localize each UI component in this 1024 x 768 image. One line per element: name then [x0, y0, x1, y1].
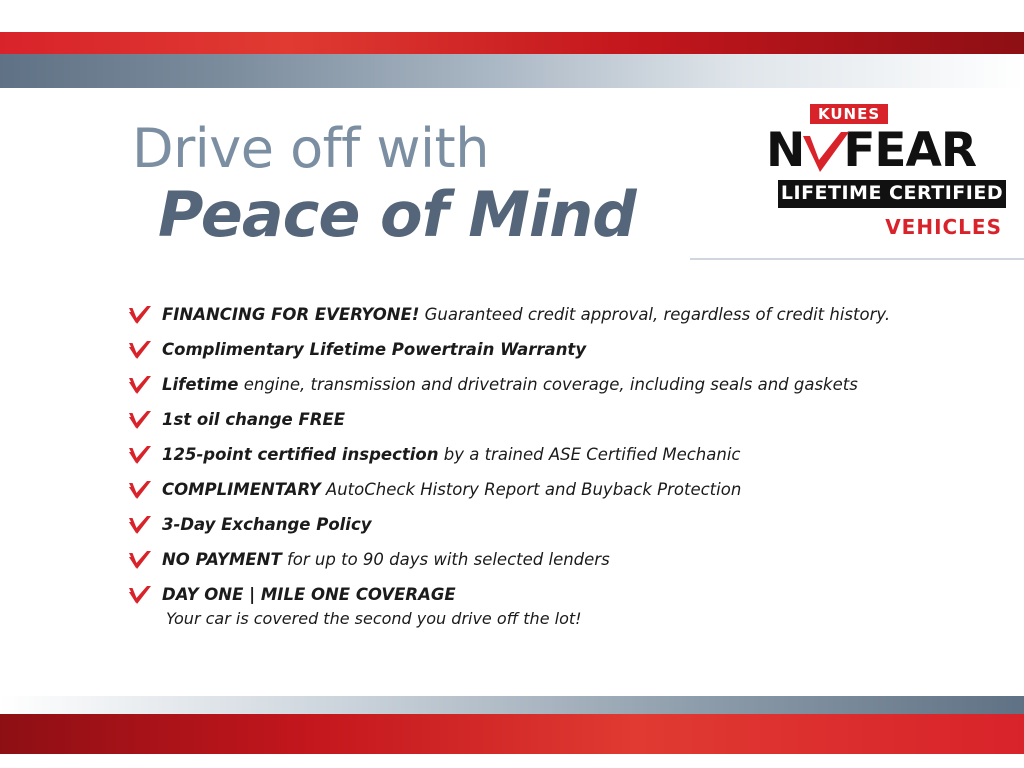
- list-item: [128, 444, 928, 465]
- list-item: [128, 584, 928, 629]
- headline: [132, 117, 732, 251]
- list-item-bold: 125-point certified inspection: [162, 445, 439, 464]
- list-item-rest: engine, transmission and drivetrain coverage, including seals and gaskets: [238, 375, 858, 394]
- checkmark-icon: [128, 340, 152, 360]
- list-item: [128, 479, 928, 500]
- list-item: [128, 549, 928, 570]
- list-item-bold: Lifetime: [162, 375, 239, 394]
- top-red-band: [0, 32, 1024, 54]
- logo-brand-label: KUNES: [810, 104, 888, 124]
- list-item: [128, 374, 928, 395]
- checkmark-icon: [128, 445, 152, 465]
- logo-word-pre: N: [766, 123, 805, 178]
- checkmark-icon: [128, 585, 152, 605]
- list-item-bold: 1st oil change FREE: [162, 410, 345, 429]
- list-item-bold: 3-Day Exchange Policy: [162, 515, 372, 534]
- bottom-gray-band: [0, 696, 1024, 714]
- benefits-list: [128, 304, 928, 643]
- top-white-margin: [0, 0, 1024, 32]
- red-checkmark-icon: [800, 130, 852, 176]
- checkmark-icon: [128, 410, 152, 430]
- list-item: [128, 304, 928, 325]
- logo-tagline: LIFETIME CERTIFIED: [778, 180, 1006, 208]
- checkmark-icon: [128, 375, 152, 395]
- list-item-bold: Complimentary Lifetime Powertrain Warranty: [162, 340, 587, 359]
- checkmark-icon: [128, 550, 152, 570]
- checkmark-icon: [128, 305, 152, 325]
- bottom-white-margin: [0, 754, 1024, 768]
- checkmark-icon: [128, 515, 152, 535]
- list-item: [128, 339, 928, 360]
- list-item: [128, 409, 928, 430]
- list-item-bold: NO PAYMENT: [162, 550, 282, 569]
- list-item-rest: AutoCheck History Report and Buyback Protection: [320, 480, 742, 499]
- list-item-bold: DAY ONE | MILE ONE COVERAGE: [162, 585, 456, 604]
- list-item-rest: by a trained ASE Certified Mechanic: [438, 445, 741, 464]
- logo-vehicles-label: VEHICLES: [885, 215, 1002, 239]
- bottom-red-band: [0, 714, 1024, 754]
- list-item: [128, 514, 928, 535]
- headline-divider: [690, 258, 1024, 260]
- list-item-subtext: Your car is covered the second you drive off the lot!: [166, 609, 582, 628]
- headline-line-2: Peace of Mind: [158, 178, 636, 251]
- list-item-rest: for up to 90 days with selected lenders: [281, 550, 610, 569]
- list-item-rest: Guaranteed credit approval, regardless of credit history.: [419, 305, 891, 324]
- headline-line-1: Drive off with: [132, 117, 489, 180]
- checkmark-icon: [128, 480, 152, 500]
- kunes-no-fear-logo: [766, 104, 1006, 254]
- list-item-bold: FINANCING FOR EVERYONE!: [162, 305, 420, 324]
- logo-word-post: FEAR: [843, 123, 977, 178]
- top-gray-band: [0, 54, 1024, 88]
- list-item-bold: COMPLIMENTARY: [162, 480, 321, 499]
